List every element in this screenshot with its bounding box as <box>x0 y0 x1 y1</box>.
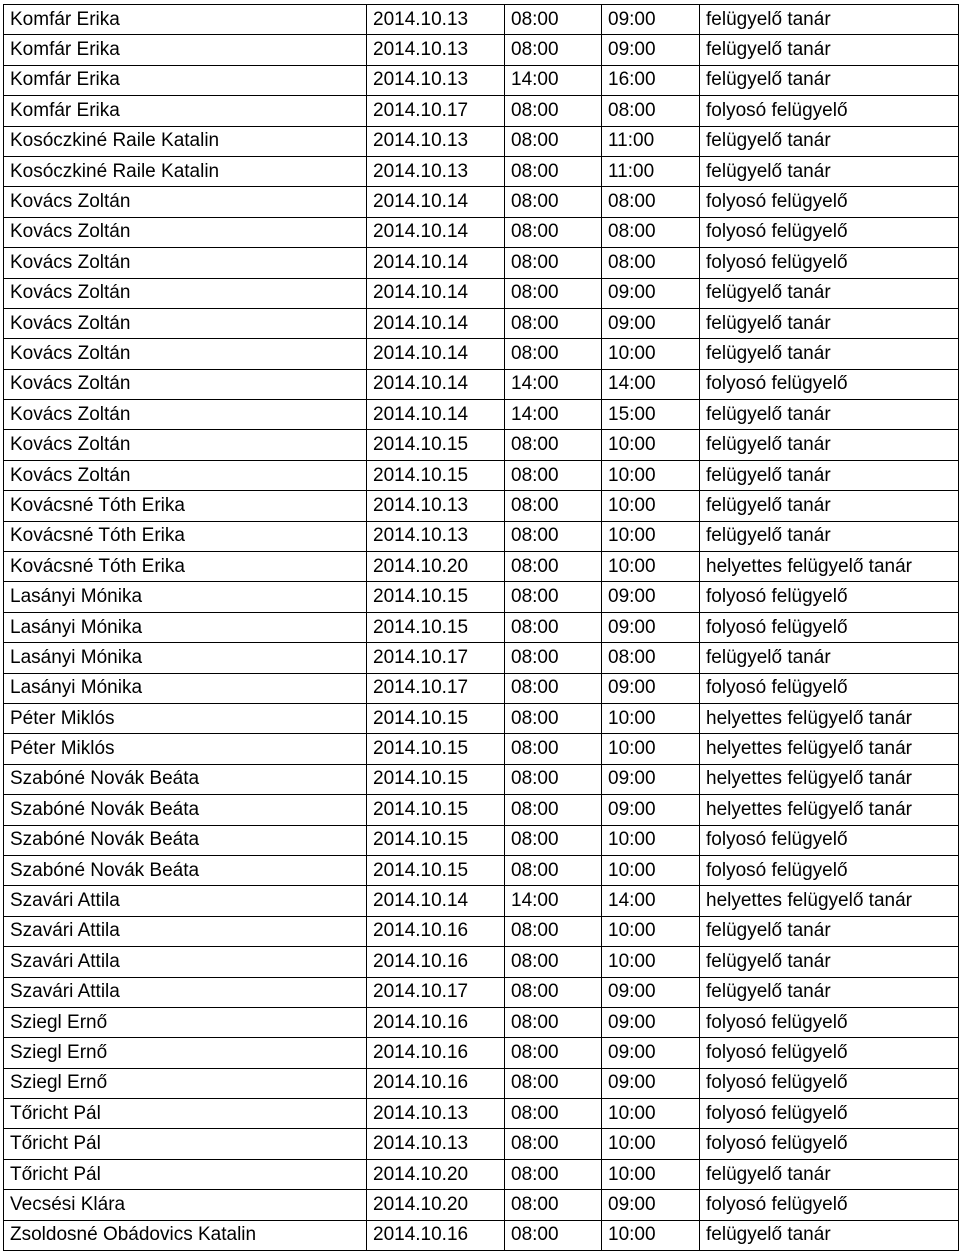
teacher-name-cell: Tőricht Pál <box>4 1099 367 1129</box>
end-time-cell: 09:00 <box>602 1190 700 1220</box>
date-cell: 2014.10.13 <box>367 35 505 65</box>
table-row <box>4 339 959 369</box>
role-cell: felügyelő tanár <box>700 339 959 369</box>
start-time-cell: 14:00 <box>505 369 602 399</box>
role-cell: folyosó felügyelő <box>700 96 959 126</box>
date-cell: 2014.10.16 <box>367 1007 505 1037</box>
role-cell: helyettes felügyelő tanár <box>700 764 959 794</box>
table-row <box>4 35 959 65</box>
teacher-name-cell: Tőricht Pál <box>4 1129 367 1159</box>
table-row <box>4 1007 959 1037</box>
start-time-cell: 08:00 <box>505 643 602 673</box>
date-cell: 2014.10.13 <box>367 126 505 156</box>
role-cell: felügyelő tanár <box>700 947 959 977</box>
end-time-cell: 08:00 <box>602 248 700 278</box>
end-time-cell: 09:00 <box>602 5 700 35</box>
start-time-cell: 08:00 <box>505 612 602 642</box>
start-time-cell: 08:00 <box>505 308 602 338</box>
teacher-name-cell: Vecsési Klára <box>4 1190 367 1220</box>
teacher-name-cell: Szabóné Novák Beáta <box>4 764 367 794</box>
date-cell: 2014.10.13 <box>367 491 505 521</box>
table-row <box>4 886 959 916</box>
role-cell: felügyelő tanár <box>700 643 959 673</box>
date-cell: 2014.10.14 <box>367 248 505 278</box>
date-cell: 2014.10.15 <box>367 855 505 885</box>
teacher-name-cell: Kovács Zoltán <box>4 308 367 338</box>
end-time-cell: 10:00 <box>602 916 700 946</box>
start-time-cell: 08:00 <box>505 916 602 946</box>
date-cell: 2014.10.20 <box>367 1159 505 1189</box>
teacher-name-cell: Szabóné Novák Beáta <box>4 825 367 855</box>
start-time-cell: 08:00 <box>505 1038 602 1068</box>
role-cell: folyosó felügyelő <box>700 1038 959 1068</box>
role-cell: felügyelő tanár <box>700 916 959 946</box>
table-row <box>4 1190 959 1220</box>
table-row <box>4 1068 959 1098</box>
role-cell: folyosó felügyelő <box>700 217 959 247</box>
start-time-cell: 08:00 <box>505 795 602 825</box>
table-row <box>4 643 959 673</box>
end-time-cell: 10:00 <box>602 552 700 582</box>
teacher-name-cell: Szavári Attila <box>4 886 367 916</box>
date-cell: 2014.10.15 <box>367 430 505 460</box>
end-time-cell: 10:00 <box>602 460 700 490</box>
teacher-name-cell: Kosóczkiné Raile Katalin <box>4 156 367 186</box>
date-cell: 2014.10.15 <box>367 703 505 733</box>
role-cell: felügyelő tanár <box>700 278 959 308</box>
start-time-cell: 08:00 <box>505 491 602 521</box>
teacher-name-cell: Szavári Attila <box>4 916 367 946</box>
teacher-name-cell: Kovácsné Tóth Erika <box>4 491 367 521</box>
end-time-cell: 10:00 <box>602 734 700 764</box>
teacher-name-cell: Kovács Zoltán <box>4 460 367 490</box>
end-time-cell: 09:00 <box>602 612 700 642</box>
teacher-name-cell: Kovács Zoltán <box>4 278 367 308</box>
date-cell: 2014.10.13 <box>367 521 505 551</box>
start-time-cell: 08:00 <box>505 187 602 217</box>
end-time-cell: 10:00 <box>602 491 700 521</box>
role-cell: felügyelő tanár <box>700 1220 959 1250</box>
role-cell: folyosó felügyelő <box>700 1068 959 1098</box>
end-time-cell: 14:00 <box>602 369 700 399</box>
end-time-cell: 09:00 <box>602 977 700 1007</box>
table-row <box>4 521 959 551</box>
table-row <box>4 5 959 35</box>
date-cell: 2014.10.14 <box>367 278 505 308</box>
start-time-cell: 08:00 <box>505 734 602 764</box>
end-time-cell: 10:00 <box>602 1159 700 1189</box>
start-time-cell: 08:00 <box>505 156 602 186</box>
table-row <box>4 400 959 430</box>
teacher-name-cell: Szabóné Novák Beáta <box>4 855 367 885</box>
teacher-name-cell: Tőricht Pál <box>4 1159 367 1189</box>
table-row <box>4 703 959 733</box>
role-cell: folyosó felügyelő <box>700 855 959 885</box>
end-time-cell: 16:00 <box>602 65 700 95</box>
start-time-cell: 08:00 <box>505 339 602 369</box>
date-cell: 2014.10.15 <box>367 825 505 855</box>
start-time-cell: 08:00 <box>505 217 602 247</box>
end-time-cell: 10:00 <box>602 1129 700 1159</box>
date-cell: 2014.10.15 <box>367 612 505 642</box>
teacher-name-cell: Zsoldosné Obádovics Katalin <box>4 1220 367 1250</box>
date-cell: 2014.10.20 <box>367 1190 505 1220</box>
teacher-name-cell: Kovácsné Tóth Erika <box>4 521 367 551</box>
start-time-cell: 08:00 <box>505 1068 602 1098</box>
role-cell: helyettes felügyelő tanár <box>700 552 959 582</box>
start-time-cell: 08:00 <box>505 248 602 278</box>
teacher-name-cell: Kovácsné Tóth Erika <box>4 552 367 582</box>
start-time-cell: 08:00 <box>505 947 602 977</box>
table-row <box>4 369 959 399</box>
table-row <box>4 308 959 338</box>
end-time-cell: 10:00 <box>602 430 700 460</box>
date-cell: 2014.10.14 <box>367 187 505 217</box>
date-cell: 2014.10.15 <box>367 734 505 764</box>
teacher-name-cell: Lasányi Mónika <box>4 673 367 703</box>
start-time-cell: 08:00 <box>505 278 602 308</box>
role-cell: folyosó felügyelő <box>700 187 959 217</box>
teacher-name-cell: Sziegl Ernő <box>4 1068 367 1098</box>
date-cell: 2014.10.16 <box>367 1220 505 1250</box>
start-time-cell: 08:00 <box>505 1159 602 1189</box>
date-cell: 2014.10.20 <box>367 552 505 582</box>
teacher-name-cell: Sziegl Ernő <box>4 1007 367 1037</box>
table-row <box>4 764 959 794</box>
table-row <box>4 248 959 278</box>
teacher-name-cell: Kovács Zoltán <box>4 217 367 247</box>
teacher-name-cell: Kovács Zoltán <box>4 187 367 217</box>
date-cell: 2014.10.14 <box>367 217 505 247</box>
table-row <box>4 460 959 490</box>
teacher-name-cell: Lasányi Mónika <box>4 582 367 612</box>
table-row <box>4 278 959 308</box>
table-row <box>4 1129 959 1159</box>
role-cell: felügyelő tanár <box>700 977 959 1007</box>
start-time-cell: 08:00 <box>505 582 602 612</box>
date-cell: 2014.10.15 <box>367 460 505 490</box>
role-cell: felügyelő tanár <box>700 308 959 338</box>
role-cell: folyosó felügyelő <box>700 582 959 612</box>
start-time-cell: 08:00 <box>505 855 602 885</box>
date-cell: 2014.10.17 <box>367 977 505 1007</box>
date-cell: 2014.10.17 <box>367 96 505 126</box>
start-time-cell: 08:00 <box>505 1099 602 1129</box>
schedule-table-body <box>4 5 959 1251</box>
start-time-cell: 08:00 <box>505 1220 602 1250</box>
teacher-name-cell: Lasányi Mónika <box>4 643 367 673</box>
end-time-cell: 11:00 <box>602 156 700 186</box>
start-time-cell: 08:00 <box>505 430 602 460</box>
end-time-cell: 10:00 <box>602 1220 700 1250</box>
teacher-name-cell: Kosóczkiné Raile Katalin <box>4 126 367 156</box>
role-cell: felügyelő tanár <box>700 65 959 95</box>
date-cell: 2014.10.13 <box>367 1129 505 1159</box>
date-cell: 2014.10.13 <box>367 156 505 186</box>
end-time-cell: 10:00 <box>602 521 700 551</box>
table-row <box>4 825 959 855</box>
end-time-cell: 09:00 <box>602 582 700 612</box>
date-cell: 2014.10.14 <box>367 886 505 916</box>
table-row <box>4 855 959 885</box>
date-cell: 2014.10.16 <box>367 1038 505 1068</box>
role-cell: folyosó felügyelő <box>700 825 959 855</box>
start-time-cell: 08:00 <box>505 96 602 126</box>
role-cell: folyosó felügyelő <box>700 612 959 642</box>
role-cell: folyosó felügyelő <box>700 673 959 703</box>
teacher-name-cell: Komfár Erika <box>4 35 367 65</box>
end-time-cell: 09:00 <box>602 764 700 794</box>
start-time-cell: 08:00 <box>505 764 602 794</box>
role-cell: folyosó felügyelő <box>700 1099 959 1129</box>
table-row <box>4 734 959 764</box>
start-time-cell: 08:00 <box>505 1129 602 1159</box>
table-row <box>4 217 959 247</box>
start-time-cell: 08:00 <box>505 977 602 1007</box>
start-time-cell: 08:00 <box>505 552 602 582</box>
end-time-cell: 10:00 <box>602 339 700 369</box>
date-cell: 2014.10.16 <box>367 916 505 946</box>
table-row <box>4 1159 959 1189</box>
teacher-name-cell: Kovács Zoltán <box>4 430 367 460</box>
role-cell: helyettes felügyelő tanár <box>700 734 959 764</box>
teacher-name-cell: Kovács Zoltán <box>4 400 367 430</box>
role-cell: felügyelő tanár <box>700 400 959 430</box>
end-time-cell: 09:00 <box>602 673 700 703</box>
end-time-cell: 09:00 <box>602 1007 700 1037</box>
end-time-cell: 09:00 <box>602 308 700 338</box>
table-row <box>4 1038 959 1068</box>
date-cell: 2014.10.17 <box>367 643 505 673</box>
end-time-cell: 09:00 <box>602 278 700 308</box>
role-cell: felügyelő tanár <box>700 491 959 521</box>
start-time-cell: 08:00 <box>505 126 602 156</box>
role-cell: felügyelő tanár <box>700 521 959 551</box>
date-cell: 2014.10.15 <box>367 764 505 794</box>
role-cell: helyettes felügyelő tanár <box>700 886 959 916</box>
table-row <box>4 187 959 217</box>
start-time-cell: 08:00 <box>505 703 602 733</box>
role-cell: folyosó felügyelő <box>700 1129 959 1159</box>
start-time-cell: 14:00 <box>505 400 602 430</box>
schedule-sheet <box>3 4 958 1251</box>
date-cell: 2014.10.15 <box>367 582 505 612</box>
table-row <box>4 96 959 126</box>
end-time-cell: 11:00 <box>602 126 700 156</box>
date-cell: 2014.10.17 <box>367 673 505 703</box>
end-time-cell: 08:00 <box>602 96 700 126</box>
end-time-cell: 14:00 <box>602 886 700 916</box>
date-cell: 2014.10.13 <box>367 65 505 95</box>
teacher-name-cell: Kovács Zoltán <box>4 339 367 369</box>
table-row <box>4 126 959 156</box>
date-cell: 2014.10.14 <box>367 400 505 430</box>
end-time-cell: 10:00 <box>602 947 700 977</box>
role-cell: felügyelő tanár <box>700 1159 959 1189</box>
start-time-cell: 08:00 <box>505 521 602 551</box>
date-cell: 2014.10.16 <box>367 947 505 977</box>
table-row <box>4 65 959 95</box>
start-time-cell: 08:00 <box>505 35 602 65</box>
role-cell: helyettes felügyelő tanár <box>700 703 959 733</box>
date-cell: 2014.10.15 <box>367 795 505 825</box>
role-cell: folyosó felügyelő <box>700 248 959 278</box>
start-time-cell: 14:00 <box>505 886 602 916</box>
end-time-cell: 15:00 <box>602 400 700 430</box>
date-cell: 2014.10.16 <box>367 1068 505 1098</box>
teacher-name-cell: Komfár Erika <box>4 5 367 35</box>
role-cell: folyosó felügyelő <box>700 1190 959 1220</box>
teacher-name-cell: Komfár Erika <box>4 65 367 95</box>
supervision-schedule-table <box>3 4 959 1251</box>
role-cell: felügyelő tanár <box>700 35 959 65</box>
table-row <box>4 1220 959 1250</box>
table-row <box>4 795 959 825</box>
table-row <box>4 977 959 1007</box>
role-cell: felügyelő tanár <box>700 5 959 35</box>
teacher-name-cell: Szavári Attila <box>4 947 367 977</box>
teacher-name-cell: Komfár Erika <box>4 96 367 126</box>
table-row <box>4 673 959 703</box>
table-row <box>4 491 959 521</box>
table-row <box>4 582 959 612</box>
role-cell: felügyelő tanár <box>700 460 959 490</box>
end-time-cell: 09:00 <box>602 1068 700 1098</box>
end-time-cell: 09:00 <box>602 795 700 825</box>
table-row <box>4 1099 959 1129</box>
teacher-name-cell: Lasányi Mónika <box>4 612 367 642</box>
start-time-cell: 08:00 <box>505 673 602 703</box>
teacher-name-cell: Szabóné Novák Beáta <box>4 795 367 825</box>
teacher-name-cell: Sziegl Ernő <box>4 1038 367 1068</box>
role-cell: folyosó felügyelő <box>700 1007 959 1037</box>
role-cell: felügyelő tanár <box>700 126 959 156</box>
start-time-cell: 14:00 <box>505 65 602 95</box>
date-cell: 2014.10.13 <box>367 5 505 35</box>
date-cell: 2014.10.14 <box>367 369 505 399</box>
start-time-cell: 08:00 <box>505 1007 602 1037</box>
table-row <box>4 552 959 582</box>
teacher-name-cell: Péter Miklós <box>4 734 367 764</box>
table-row <box>4 612 959 642</box>
end-time-cell: 09:00 <box>602 35 700 65</box>
end-time-cell: 10:00 <box>602 1099 700 1129</box>
date-cell: 2014.10.13 <box>367 1099 505 1129</box>
table-row <box>4 916 959 946</box>
end-time-cell: 08:00 <box>602 643 700 673</box>
role-cell: felügyelő tanár <box>700 430 959 460</box>
table-row <box>4 947 959 977</box>
teacher-name-cell: Péter Miklós <box>4 703 367 733</box>
end-time-cell: 08:00 <box>602 187 700 217</box>
table-row <box>4 156 959 186</box>
teacher-name-cell: Szavári Attila <box>4 977 367 1007</box>
date-cell: 2014.10.14 <box>367 339 505 369</box>
start-time-cell: 08:00 <box>505 1190 602 1220</box>
role-cell: folyosó felügyelő <box>700 369 959 399</box>
start-time-cell: 08:00 <box>505 5 602 35</box>
table-row <box>4 430 959 460</box>
teacher-name-cell: Kovács Zoltán <box>4 369 367 399</box>
start-time-cell: 08:00 <box>505 460 602 490</box>
end-time-cell: 09:00 <box>602 1038 700 1068</box>
role-cell: felügyelő tanár <box>700 156 959 186</box>
teacher-name-cell: Kovács Zoltán <box>4 248 367 278</box>
date-cell: 2014.10.14 <box>367 308 505 338</box>
start-time-cell: 08:00 <box>505 825 602 855</box>
end-time-cell: 08:00 <box>602 217 700 247</box>
end-time-cell: 10:00 <box>602 825 700 855</box>
role-cell: helyettes felügyelő tanár <box>700 795 959 825</box>
end-time-cell: 10:00 <box>602 703 700 733</box>
end-time-cell: 10:00 <box>602 855 700 885</box>
